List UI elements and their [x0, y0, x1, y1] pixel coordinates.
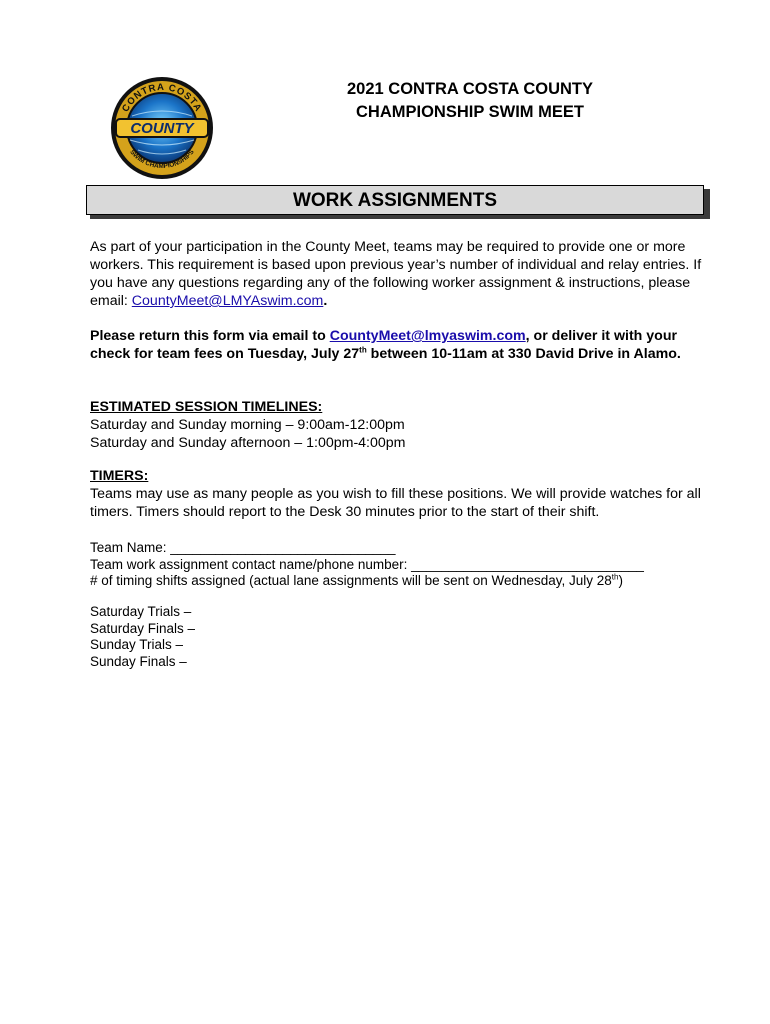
timeline-morning: Saturday and Sunday morning – 9:00am-12:00pm [90, 417, 405, 433]
svg-text:CONTRA COSTA: CONTRA COSTA [120, 81, 204, 115]
work-assignments-banner: WORK ASSIGNMENTS [86, 185, 704, 215]
return-sup: th [359, 345, 367, 355]
svg-text:SWIM CHAMPIONSHIPS: SWIM CHAMPIONSHIPS [128, 148, 196, 171]
saturday-trials: Saturday Trials – [90, 604, 192, 619]
title-line-2: CHAMPIONSHIP SWIM MEET [356, 103, 584, 121]
intro-email-link[interactable]: CountyMeet@LMYAswim.com [131, 293, 324, 309]
return-instructions [90, 327, 710, 363]
return-mid: , or deliver it with your check for team fees on Tuesday, July 27 [90, 328, 678, 362]
intro-paragraph [90, 238, 710, 310]
return-post: between 10-11am at 330 David Drive in Alamo. [366, 346, 681, 362]
timelines-heading: ESTIMATED SESSION TIMELINES: [90, 399, 323, 415]
return-email-link[interactable]: CountyMeet@lmyaswim.com [329, 328, 526, 344]
team-name-field[interactable]: Team Name: ______________________________ [90, 540, 396, 555]
timing-shifts-post: ) [618, 573, 623, 589]
page-title [300, 78, 640, 124]
title-line-1: 2021 CONTRA COSTA COUNTY [346, 80, 593, 98]
timers-heading: TIMERS: [90, 468, 149, 484]
timing-shifts-pre: # of timing shifts assigned (actual lane assignments will be sent on Wednesday, July 28 [90, 573, 612, 589]
sunday-finals: Sunday Finals – [90, 654, 187, 670]
timers-text: Teams may use as many people as you wish to fill these positions. We will provide watches for all timers. Timers should report to the Desk 30 minutes prior to the start of their shift. [90, 486, 701, 520]
shift-list [90, 604, 710, 671]
intro-period: . [323, 293, 328, 309]
contact-field[interactable]: Team work assignment contact name/phone number: _______________________________ [90, 556, 644, 572]
svg-text:COUNTY: COUNTY [130, 120, 194, 137]
saturday-finals: Saturday Finals – [90, 620, 196, 636]
timeline-afternoon: Saturday and Sunday afternoon – 1:00pm-4:00pm [90, 435, 406, 451]
session-timelines [90, 398, 710, 452]
form-fields [90, 540, 710, 590]
timing-shifts-line [90, 573, 710, 590]
sunday-trials: Sunday Trials – [90, 637, 184, 653]
county-swim-championships-logo [110, 76, 214, 180]
intro-text: As part of your participation in the County Meet, teams may be required to provide one or more workers. This requirement is based upon previous year’s number of individual and relay entries. If you have any questions regarding any of the following worker assignment & instructions, please email: [90, 239, 702, 309]
timers-section [90, 467, 710, 521]
return-pre: Please return this form via email to [90, 328, 330, 344]
timing-shifts-sup: th [611, 572, 619, 582]
